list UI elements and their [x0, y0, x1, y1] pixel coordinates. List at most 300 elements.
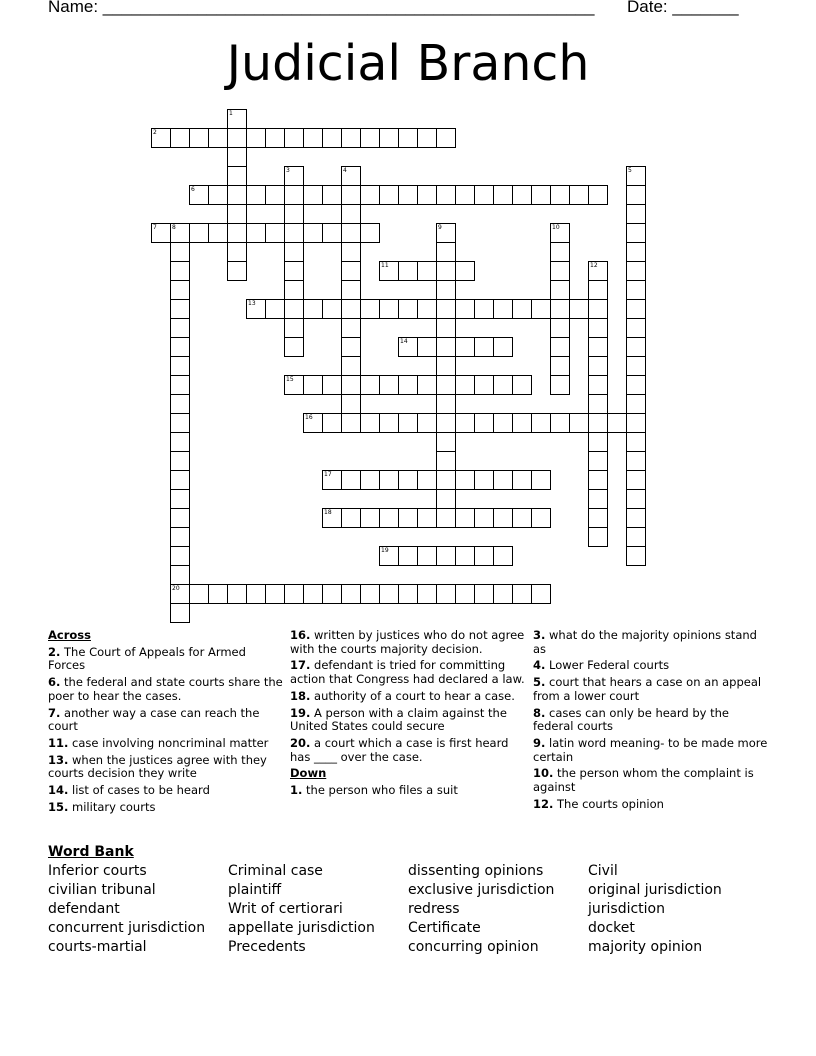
crossword-cell[interactable] [322, 508, 342, 528]
crossword-cell[interactable] [379, 546, 399, 566]
clue-number: 9 [438, 224, 442, 231]
word-bank-item: Civil [588, 863, 618, 879]
crossword-cell[interactable] [512, 413, 532, 433]
crossword-cell[interactable] [569, 413, 589, 433]
crossword-cell[interactable] [626, 527, 646, 547]
crossword-cell[interactable] [436, 432, 456, 452]
crossword-cell[interactable] [588, 375, 608, 395]
crossword-cell[interactable] [550, 299, 570, 319]
crossword-cell[interactable] [284, 375, 304, 395]
crossword-cell[interactable] [626, 242, 646, 262]
clue-across-7: 7. another way a case can reach the court [48, 705, 260, 734]
crossword-cell[interactable] [398, 546, 418, 566]
crossword-cell[interactable] [170, 375, 190, 395]
crossword-cell[interactable] [626, 185, 646, 205]
crossword-cell[interactable] [379, 261, 399, 281]
crossword-cell[interactable] [379, 413, 399, 433]
crossword-cell[interactable] [436, 223, 456, 243]
crossword-cell[interactable] [170, 242, 190, 262]
crossword-cell[interactable] [360, 185, 380, 205]
clue-down-1: 1. the person who files a suit [290, 783, 458, 798]
crossword-cell[interactable] [588, 470, 608, 490]
crossword-cell[interactable] [588, 280, 608, 300]
crossword-cell[interactable] [379, 508, 399, 528]
crossword-cell[interactable] [626, 470, 646, 490]
crossword-cell[interactable] [170, 128, 190, 148]
crossword-cell[interactable] [626, 261, 646, 281]
crossword-cell[interactable] [379, 470, 399, 490]
crossword-cell[interactable] [455, 470, 475, 490]
crossword-cell[interactable] [360, 508, 380, 528]
crossword-cell[interactable] [531, 584, 551, 604]
crossword-cell[interactable] [626, 451, 646, 471]
crossword-cell[interactable] [474, 413, 494, 433]
crossword-cell[interactable] [512, 508, 532, 528]
crossword-cell[interactable] [227, 128, 247, 148]
crossword-cell[interactable] [284, 166, 304, 186]
clue-across-2: 2. The Court of Appeals for Armed Forces [48, 644, 246, 673]
crossword-cell[interactable] [512, 584, 532, 604]
crossword-cell[interactable] [588, 432, 608, 452]
crossword-cell[interactable] [341, 470, 361, 490]
crossword-cell[interactable] [170, 261, 190, 281]
crossword-cell[interactable] [398, 299, 418, 319]
crossword-cell[interactable] [455, 546, 475, 566]
crossword-cell[interactable] [170, 280, 190, 300]
clue-number: 12 [590, 262, 598, 269]
crossword-cell[interactable] [436, 185, 456, 205]
crossword-cell[interactable] [588, 318, 608, 338]
word-bank-column-3 [408, 862, 554, 957]
crossword-cell[interactable] [170, 223, 190, 243]
crossword-cell[interactable] [493, 508, 513, 528]
crossword-cell[interactable] [322, 299, 342, 319]
crossword-cell[interactable] [189, 185, 209, 205]
crossword-cell[interactable] [322, 413, 342, 433]
name-field-label: Name: ____________________________________________________ [48, 0, 595, 16]
clue-down-3: 3. what do the majority opinions stand as [533, 628, 757, 656]
crossword-cell[interactable] [417, 261, 437, 281]
clue-number: 11 [381, 262, 389, 269]
across-heading: Across [48, 628, 91, 642]
crossword-cell[interactable] [569, 299, 589, 319]
crossword-cell[interactable] [265, 299, 285, 319]
crossword-cell[interactable] [436, 128, 456, 148]
crossword-cell[interactable] [493, 584, 513, 604]
crossword-cell[interactable] [417, 508, 437, 528]
clue-number: 4 [343, 167, 347, 174]
crossword-cell[interactable] [398, 375, 418, 395]
crossword-cell[interactable] [246, 223, 266, 243]
crossword-cell[interactable] [550, 223, 570, 243]
crossword-cell[interactable] [455, 375, 475, 395]
crossword-cell[interactable] [322, 375, 342, 395]
crossword-cell[interactable] [170, 451, 190, 471]
crossword-cell[interactable] [417, 128, 437, 148]
crossword-cell[interactable] [588, 261, 608, 281]
crossword-cell[interactable] [455, 413, 475, 433]
crossword-cell[interactable] [341, 261, 361, 281]
crossword-cell[interactable] [626, 432, 646, 452]
crossword-cell[interactable] [417, 546, 437, 566]
crossword-cell[interactable] [379, 128, 399, 148]
crossword-cell[interactable] [303, 185, 323, 205]
crossword-cell[interactable] [246, 128, 266, 148]
crossword-cell[interactable] [284, 128, 304, 148]
crossword-cell[interactable] [626, 546, 646, 566]
crossword-cell[interactable] [246, 185, 266, 205]
clue-across-6: 6. the federal and state courts share the poer to hear the cases. [48, 675, 283, 703]
crossword-cell[interactable] [512, 375, 532, 395]
crossword-cell[interactable] [436, 546, 456, 566]
crossword-cell[interactable] [417, 413, 437, 433]
crossword-cell[interactable] [455, 261, 475, 281]
crossword-cell[interactable] [341, 185, 361, 205]
clue-across-18: 18. authority of a court to hear a case. [290, 688, 515, 703]
crossword-cell[interactable] [588, 337, 608, 357]
word-bank-item: exclusive jurisdiction [408, 882, 555, 898]
crossword-cell[interactable] [170, 394, 190, 414]
crossword-cell[interactable] [493, 337, 513, 357]
crossword-cell[interactable] [417, 299, 437, 319]
crossword-cell[interactable] [607, 413, 627, 433]
crossword-cell[interactable] [379, 299, 399, 319]
crossword-cell[interactable] [588, 394, 608, 414]
crossword-cell[interactable] [417, 584, 437, 604]
crossword-cell[interactable] [493, 299, 513, 319]
crossword-cell[interactable] [588, 356, 608, 376]
crossword-cell[interactable] [531, 299, 551, 319]
crossword-cell[interactable] [303, 375, 323, 395]
crossword-cell[interactable] [455, 508, 475, 528]
crossword-cell[interactable] [170, 337, 190, 357]
crossword-cell[interactable] [531, 508, 551, 528]
crossword-cell[interactable] [398, 470, 418, 490]
crossword-cell[interactable] [398, 185, 418, 205]
crossword-cell[interactable] [550, 261, 570, 281]
crossword-cell[interactable] [474, 299, 494, 319]
crossword-cell[interactable] [474, 185, 494, 205]
crossword-cell[interactable] [436, 413, 456, 433]
crossword-cell[interactable] [284, 185, 304, 205]
crossword-cell[interactable] [436, 394, 456, 414]
crossword-cell[interactable] [417, 185, 437, 205]
crossword-cell[interactable] [626, 508, 646, 528]
crossword-cell[interactable] [341, 318, 361, 338]
word-bank-item: appellate jurisdiction [228, 920, 375, 936]
word-bank-item: redress [408, 901, 460, 917]
crossword-cell[interactable] [341, 166, 361, 186]
crossword-cell[interactable] [512, 299, 532, 319]
crossword-cell[interactable] [436, 280, 456, 300]
crossword-cell[interactable] [531, 470, 551, 490]
crossword-cell[interactable] [322, 185, 342, 205]
crossword-cell[interactable] [227, 185, 247, 205]
crossword-cell[interactable] [170, 527, 190, 547]
crossword-cell[interactable] [189, 584, 209, 604]
word-bank-item: defendant [48, 901, 120, 917]
crossword-cell[interactable] [322, 223, 342, 243]
crossword-cell[interactable] [455, 584, 475, 604]
crossword-cell[interactable] [588, 185, 608, 205]
crossword-cell[interactable] [474, 546, 494, 566]
word-bank-item: original jurisdiction [588, 882, 722, 898]
crossword-cell[interactable] [474, 337, 494, 357]
clue-number: 7 [153, 224, 157, 231]
crossword-cell[interactable] [436, 470, 456, 490]
crossword-cell[interactable] [398, 584, 418, 604]
crossword-cell[interactable] [626, 394, 646, 414]
crossword-cell[interactable] [455, 337, 475, 357]
crossword-cell[interactable] [284, 280, 304, 300]
crossword-cell[interactable] [284, 584, 304, 604]
crossword-cell[interactable] [189, 128, 209, 148]
crossword-cell[interactable] [493, 375, 513, 395]
clue-across-11: 11. case involving noncriminal matter [48, 736, 269, 751]
crossword-cell[interactable] [474, 584, 494, 604]
crossword-cell[interactable] [588, 527, 608, 547]
word-bank-item: dissenting opinions [408, 863, 544, 879]
clue-down-4: 4. Lower Federal courts [533, 658, 670, 673]
crossword-cell[interactable] [227, 147, 247, 167]
crossword-cell[interactable] [379, 375, 399, 395]
crossword-cell[interactable] [493, 413, 513, 433]
word-bank-item: jurisdiction [588, 901, 665, 917]
crossword-cell[interactable] [170, 356, 190, 376]
crossword-cell[interactable] [227, 166, 247, 186]
clue-across-16: 16. written by justices who do not agree with the courts majority decision. [290, 628, 525, 656]
clue-number: 15 [286, 376, 294, 383]
word-bank-column-1 [48, 862, 205, 957]
crossword-cell[interactable] [246, 299, 266, 319]
clue-number: 2 [153, 129, 157, 136]
crossword-cell[interactable] [341, 299, 361, 319]
crossword-cell[interactable] [322, 470, 342, 490]
crossword-cell[interactable] [474, 508, 494, 528]
crossword-cell[interactable] [398, 128, 418, 148]
crossword-cell[interactable] [512, 470, 532, 490]
crossword-cell[interactable] [227, 109, 247, 129]
crossword-cell[interactable] [626, 318, 646, 338]
crossword-cell[interactable] [626, 280, 646, 300]
crossword-cell[interactable] [341, 280, 361, 300]
clue-number: 20 [172, 585, 180, 592]
crossword-cell[interactable] [550, 413, 570, 433]
crossword-cell[interactable] [189, 223, 209, 243]
crossword-cell[interactable] [626, 489, 646, 509]
crossword-cell[interactable] [550, 375, 570, 395]
crossword-cell[interactable] [341, 356, 361, 376]
crossword-cell[interactable] [436, 584, 456, 604]
crossword-cell[interactable] [284, 204, 304, 224]
crossword-cell[interactable] [436, 489, 456, 509]
crossword-cell[interactable] [360, 375, 380, 395]
crossword-cell[interactable] [284, 242, 304, 262]
crossword-cell[interactable] [341, 128, 361, 148]
word-bank-item: concurring opinion [408, 939, 539, 955]
crossword-cell[interactable] [170, 584, 190, 604]
crossword-cell[interactable] [303, 223, 323, 243]
clue-across-19: 19. A person with a claim against the United States could secure [290, 705, 507, 734]
crossword-cell[interactable] [265, 128, 285, 148]
crossword-cell[interactable] [436, 375, 456, 395]
crossword-cell[interactable] [436, 451, 456, 471]
crossword-cell[interactable] [436, 337, 456, 357]
crossword-cell[interactable] [550, 280, 570, 300]
clue-number: 8 [172, 224, 176, 231]
crossword-cell[interactable] [284, 223, 304, 243]
crossword-cell[interactable] [436, 261, 456, 281]
crossword-cell[interactable] [303, 413, 323, 433]
crossword-cell[interactable] [303, 299, 323, 319]
crossword-cell[interactable] [436, 242, 456, 262]
crossword-cell[interactable] [284, 337, 304, 357]
crossword-cell[interactable] [626, 299, 646, 319]
crossword-cell[interactable] [417, 337, 437, 357]
crossword-cell[interactable] [379, 185, 399, 205]
crossword-cell[interactable] [208, 185, 228, 205]
crossword-cell[interactable] [493, 546, 513, 566]
crossword-cell[interactable] [436, 356, 456, 376]
crossword-cell[interactable] [531, 185, 551, 205]
crossword-cell[interactable] [512, 185, 532, 205]
crossword-cell[interactable] [474, 470, 494, 490]
clue-number: 5 [628, 167, 632, 174]
crossword-cell[interactable] [360, 584, 380, 604]
crossword-cell[interactable] [360, 413, 380, 433]
crossword-cell[interactable] [227, 204, 247, 224]
clue-number: 17 [324, 471, 332, 478]
crossword-cell[interactable] [265, 223, 285, 243]
crossword-cell[interactable] [493, 185, 513, 205]
crossword-cell[interactable] [360, 223, 380, 243]
crossword-cell[interactable] [341, 394, 361, 414]
crossword-cell[interactable] [341, 204, 361, 224]
crossword-cell[interactable] [322, 584, 342, 604]
clue-across-13: 13. when the justices agree with they courts decision they write [48, 752, 267, 781]
crossword-cell[interactable] [379, 584, 399, 604]
crossword-cell[interactable] [417, 375, 437, 395]
clues-column-1 [48, 629, 284, 818]
word-bank-item: docket [588, 920, 635, 936]
crossword-cell[interactable] [341, 337, 361, 357]
crossword-cell[interactable] [360, 128, 380, 148]
crossword-cell[interactable] [265, 185, 285, 205]
crossword-cell[interactable] [436, 299, 456, 319]
crossword-cell[interactable] [208, 223, 228, 243]
crossword-cell[interactable] [284, 299, 304, 319]
crossword-cell[interactable] [284, 261, 304, 281]
crossword-cell[interactable] [398, 508, 418, 528]
crossword-cell[interactable] [588, 413, 608, 433]
crossword-cell[interactable] [227, 584, 247, 604]
crossword-cell[interactable] [398, 337, 418, 357]
clue-down-5: 5. court that hears a case on an appeal from a lower court [533, 675, 762, 703]
word-bank-item: plaintiff [228, 882, 282, 898]
crossword-cell[interactable] [208, 584, 228, 604]
crossword-cell[interactable] [455, 185, 475, 205]
crossword-cell[interactable] [170, 508, 190, 528]
crossword-cell[interactable] [227, 261, 247, 281]
crossword-cell[interactable] [284, 318, 304, 338]
crossword-cell[interactable] [341, 584, 361, 604]
crossword-cell[interactable] [322, 128, 342, 148]
crossword-cell[interactable] [341, 242, 361, 262]
crossword-cell[interactable] [227, 242, 247, 262]
crossword-cell[interactable] [417, 470, 437, 490]
crossword-cell[interactable] [360, 470, 380, 490]
crossword-cell[interactable] [341, 508, 361, 528]
crossword-cell[interactable] [588, 451, 608, 471]
crossword-cell[interactable] [569, 185, 589, 205]
clue-down-12: 12. The courts opinion [533, 796, 664, 811]
word-bank-item: Criminal case [228, 863, 323, 879]
crossword-cell[interactable] [170, 565, 190, 585]
crossword-cell[interactable] [303, 584, 323, 604]
word-bank-column-2 [228, 862, 375, 957]
crossword-cell[interactable] [493, 470, 513, 490]
crossword-cell[interactable] [246, 584, 266, 604]
crossword-cell[interactable] [398, 261, 418, 281]
crossword-cell[interactable] [588, 299, 608, 319]
crossword-cell[interactable] [588, 508, 608, 528]
crossword-cell[interactable] [170, 470, 190, 490]
crossword-cell[interactable] [265, 584, 285, 604]
crossword-cell[interactable] [588, 489, 608, 509]
crossword-cell[interactable] [170, 603, 190, 623]
crossword-cell[interactable] [626, 413, 646, 433]
crossword-cell[interactable] [398, 413, 418, 433]
crossword-cell[interactable] [303, 128, 323, 148]
crossword-cell[interactable] [170, 489, 190, 509]
crossword-cell[interactable] [170, 299, 190, 319]
crossword-cell[interactable] [550, 318, 570, 338]
crossword-cell[interactable] [550, 185, 570, 205]
clue-number: 16 [305, 414, 313, 421]
crossword-cell[interactable] [626, 337, 646, 357]
clue-down-8: 8. cases can only be heard by the federal courts [533, 705, 729, 734]
crossword-cell[interactable] [626, 223, 646, 243]
crossword-cell[interactable] [151, 128, 171, 148]
crossword-cell[interactable] [360, 299, 380, 319]
crossword-cell[interactable] [341, 413, 361, 433]
page-title: Judicial Branch [226, 35, 590, 92]
crossword-cell[interactable] [531, 413, 551, 433]
crossword-cell[interactable] [550, 356, 570, 376]
crossword-cell[interactable] [341, 223, 361, 243]
clue-number: 18 [324, 509, 332, 516]
crossword-cell[interactable] [170, 546, 190, 566]
clue-number: 6 [191, 186, 195, 193]
crossword-cell[interactable] [341, 375, 361, 395]
crossword-cell[interactable] [550, 337, 570, 357]
crossword-cell[interactable] [626, 166, 646, 186]
crossword-cell[interactable] [151, 223, 171, 243]
crossword-cell[interactable] [436, 318, 456, 338]
crossword-cell[interactable] [626, 375, 646, 395]
crossword-cell[interactable] [170, 413, 190, 433]
crossword-cell[interactable] [436, 508, 456, 528]
crossword-cell[interactable] [170, 432, 190, 452]
crossword-cell[interactable] [626, 204, 646, 224]
crossword-cell[interactable] [550, 242, 570, 262]
crossword-cell[interactable] [455, 299, 475, 319]
crossword-cell[interactable] [208, 128, 228, 148]
crossword-cell[interactable] [474, 375, 494, 395]
crossword-cell[interactable] [227, 223, 247, 243]
crossword-cell[interactable] [170, 318, 190, 338]
crossword-cell[interactable] [626, 356, 646, 376]
